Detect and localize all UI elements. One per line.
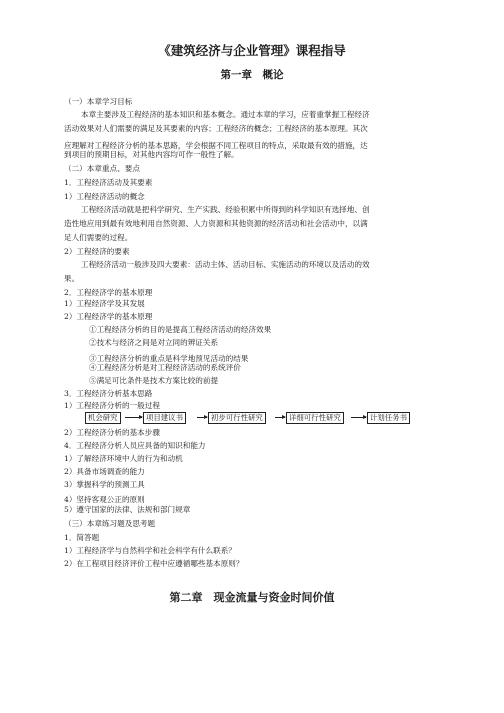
question-item: 1）工程经济学与自然科学和社会科学有什么联系？ — [64, 546, 236, 555]
outline-item: 1）工程经济分析的一般过程 — [64, 401, 160, 410]
flow-step-detailed-feasibility: 详细可行性研究 — [286, 412, 344, 424]
section-1-heading: （一）本章学习目标 — [64, 97, 133, 106]
section-3-heading: （三）本章练习题及思考题 — [64, 519, 156, 528]
flow-arrow — [197, 417, 207, 418]
outline-item: 2）工程经济的要素 — [64, 247, 130, 256]
outline-item: 2）工程经济学的基本原理 — [64, 312, 153, 321]
flow-arrow — [275, 417, 285, 418]
ability-item: 3）掌握科学的预测工具 — [64, 480, 145, 489]
document-title: 《建筑经济与企业管理》课程指导 — [158, 43, 346, 58]
paragraph-line: 工程经济活动一般涉及四大要素：活动主体、活动目标、实施活动的环境以及活动的效 — [81, 260, 370, 269]
outline-item: 2．工程经济学的基本原理 — [64, 288, 153, 297]
outline-item: 2）工程经济分析的基本步骤 — [64, 428, 160, 437]
paragraph-line: 本章主要涉及工程经济的基本知识和基本概念。通过本章的学习，应着重掌握工程经济 — [81, 110, 370, 119]
flow-step-opportunity-study: 机会研究 — [85, 412, 121, 424]
flow-arrow — [125, 417, 142, 418]
flow-step-preliminary-feasibility: 初步可行性研究 — [208, 412, 266, 424]
chapter-2-heading: 第二章 现金流量与资金时间价值 — [169, 591, 335, 604]
ability-item: 4）坚持客观公正的原则 — [64, 495, 145, 504]
chapter-1-heading: 第一章 概论 — [220, 69, 284, 81]
principle-item: ②技术与经济之间是对立同的辨证关系 — [89, 338, 219, 347]
paragraph-line: 应理解对工程经济分析的基本思路，学会根据不同工程项目的特点，采取最有效的措施，达 — [64, 141, 368, 150]
principle-item: ⑤满足可比条件是技术方案比较的前提 — [89, 376, 219, 385]
ability-item: 5）遵守国家的法律、法规和部门规章 — [64, 505, 191, 514]
flow-step-project-proposal: 项目建议书 — [143, 412, 186, 424]
outline-item: 4．工程经济分析人员应具备的知识和能力 — [64, 441, 206, 450]
outline-item: 3．工程经济分析基本思路 — [64, 389, 153, 398]
outline-item: 1）工程经济学及其发展 — [64, 299, 145, 308]
outline-item: 1．工程经济活动及其要素 — [64, 178, 153, 187]
principle-item: ③工程经济分析的重点是科学地预见活动的结果 — [89, 354, 249, 363]
paragraph-line: 到项目的预期目标，对其他内容均可作一般性了解。 — [64, 150, 239, 159]
ability-item: 1）了解经济环境中人的行为和动机 — [64, 454, 183, 463]
question-group: 1．简答题 — [64, 533, 100, 542]
outline-item: 1）工程经济活动的概念 — [64, 192, 145, 201]
flow-arrow — [351, 417, 366, 418]
paragraph-line: 工程经济活动就是把科学研究、生产实践、经验积累中所得到的科学知识有选择地、创 — [81, 205, 370, 214]
paragraph-line: 果。 — [64, 274, 80, 283]
principle-item: ①工程经济分析的目的是提高工程经济活动的经济效果 — [89, 325, 272, 334]
flow-step-planning-task: 计划任务书 — [367, 412, 410, 424]
principle-item: ④工程经济分析是对工程经济活动的系统评价 — [89, 363, 241, 372]
section-2-heading: （二）本章重点、要点 — [64, 164, 140, 173]
question-item: 2）在工程项目经济评价工程中应遵循哪些基本原则？ — [64, 559, 244, 568]
paragraph-line: 造性地应用到最有效地利用自然资源、人力资源和其他资源的经济活动和社会活动中，以满 — [64, 219, 368, 228]
paragraph-line: 活动效果对人们需要的满足及其要素的内容；工程经济的概念；工程经济的基本原理。其次 — [64, 124, 368, 133]
paragraph-line: 足人们需要的过程。 — [64, 233, 133, 242]
ability-item: 2）具备市场调查的能力 — [64, 467, 145, 476]
